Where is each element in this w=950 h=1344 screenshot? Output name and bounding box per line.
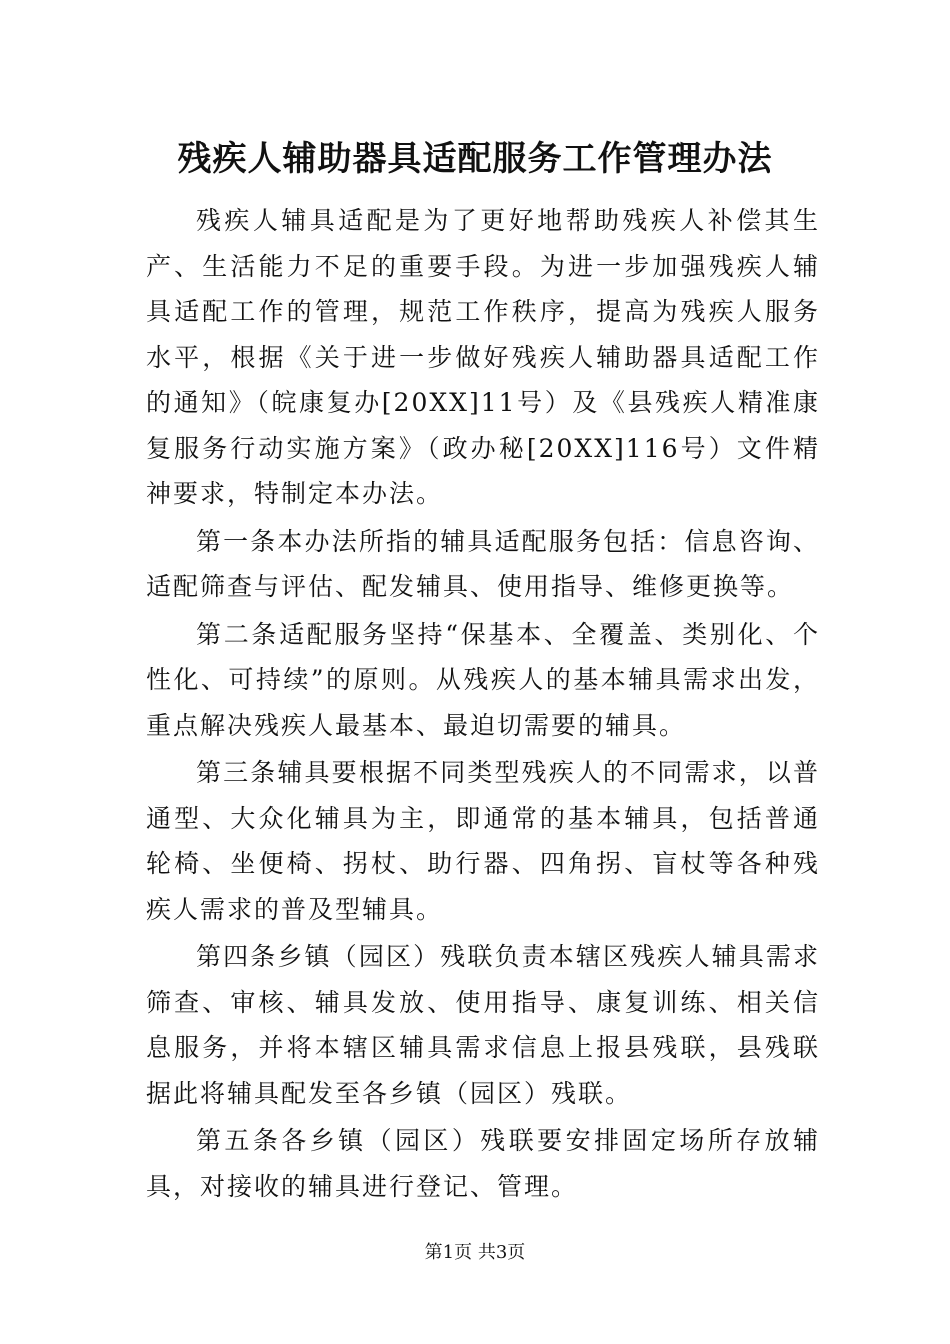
page-footer: 第1页 共3页: [424, 1242, 526, 1263]
paragraph-article-2: 第二条适配服务坚持“保基本、全覆盖、类别化、个性化、可持续”的原则。从残疾人的基本辅具需求出发，重点解决残疾人最基本、最迫切需要的辅具。: [146, 619, 820, 740]
paragraph-article-1: 第一条本办法所指的辅具适配服务包括：信息咨询、适配筛查与评估、配发辅具、使用指导、维修更换等。: [146, 526, 820, 601]
paragraph-article-4: 第四条乡镇（园区）残联负责本辖区残疾人辅具需求筛查、审核、辅具发放、使用指导、康复训练、相关信息服务，并将本辖区辅具需求信息上报县残联，县残联据此将辅具配发至各乡镇（园区）残联。: [146, 942, 820, 1108]
paragraph-article-5: 第五条各乡镇（园区）残联要安排固定场所存放辅具，对接收的辅具进行登记、管理。: [146, 1126, 820, 1201]
paragraph-intro: 残疾人辅具适配是为了更好地帮助残疾人补偿其生产、生活能力不足的重要手段。为进一步加强残疾人辅具适配工作的管理，规范工作秩序，提高为残疾人服务水平，根据《关于进一步做好残疾人辅助器具适配工作的通知》（皖康复办[20XX]11号）及《县残疾人精准康复服务行动实施方案》（政办秘[20XX]116号）文件精神要求，特制定本办法。: [146, 206, 820, 508]
document-title: 残疾人辅助器具适配服务工作管理办法: [177, 139, 773, 179]
paragraph-article-3: 第三条辅具要根据不同类型残疾人的不同需求，以普通型、大众化辅具为主，即通常的基本辅具，包括普通轮椅、坐便椅、拐杖、助行器、四角拐、盲杖等各种残疾人需求的普及型辅具。: [146, 758, 820, 924]
document-body: [146, 198, 820, 1211]
